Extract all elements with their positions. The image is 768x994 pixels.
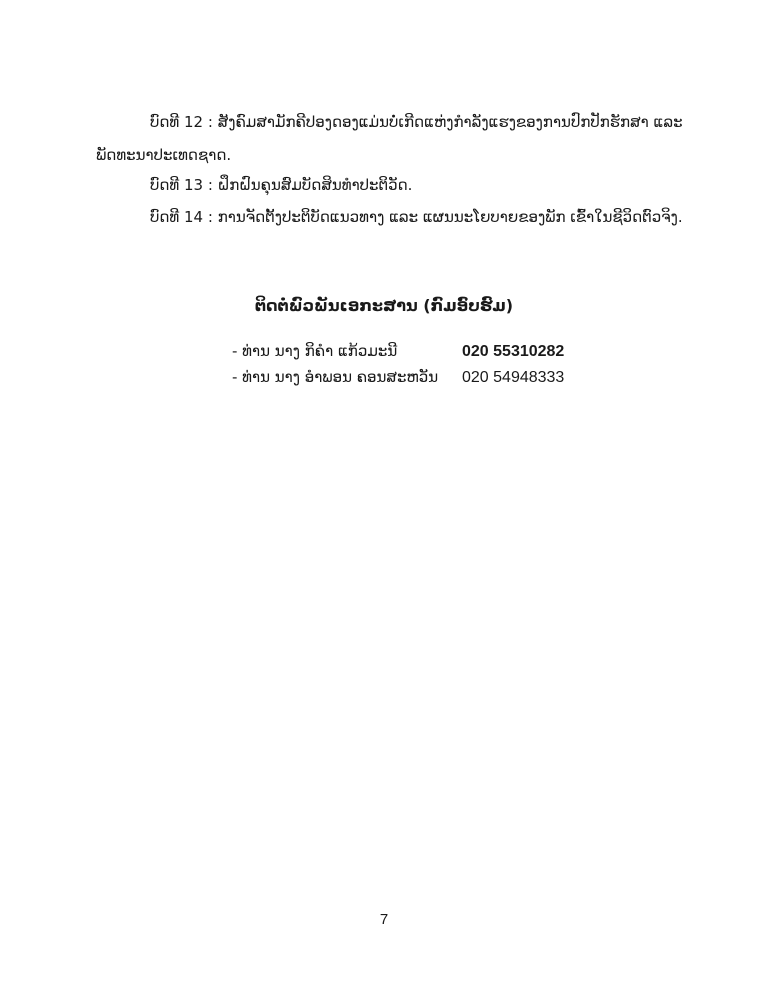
- contact-phone: 020 55310282: [462, 343, 565, 360]
- chapter-12-line-2: ພັດທະນາປະເທດຊາດ.: [96, 146, 232, 164]
- contact-name: - ທ່ານ ນາງ ກິຄຳ ແກ້ວມະນີ: [232, 342, 398, 360]
- chapter-12-line-1: ບົດທີ 12 : ສັງຄົມສາມັກຄີປອງດອງແມ່ນບໍ່ເກີດແຫ່ງກຳລັງແຮງຂອງການປົກປັກຮັກສາ ແລະ: [150, 113, 683, 131]
- page-number: 7: [379, 911, 389, 928]
- contact-phone: 020 54948333: [462, 369, 565, 386]
- chapter-14: ບົດທີ 14 : ການຈັດຕັ້ງປະຕິບັດແນວທາງ ແລະ ແຜນນະໂຍບາຍຂອງພັກ ເຂົ້າໃນຊີວິດຕົວຈິງ.: [150, 208, 683, 226]
- chapter-13: ບົດທີ 13 : ຝຶກຝົນຄຸນສົມບັດສິນທຳປະຕິວັດ.: [150, 176, 413, 194]
- contact-title: ຕິດຕໍ່ພົວພັນເອກະສານ (ກົມອົບຮົມ): [254, 296, 514, 315]
- contact-row: [232, 341, 564, 362]
- contact-name: - ທ່ານ ນາງ ອຳພອນ ຄອນສະຫວັນ: [232, 368, 439, 386]
- contact-row: [232, 367, 564, 388]
